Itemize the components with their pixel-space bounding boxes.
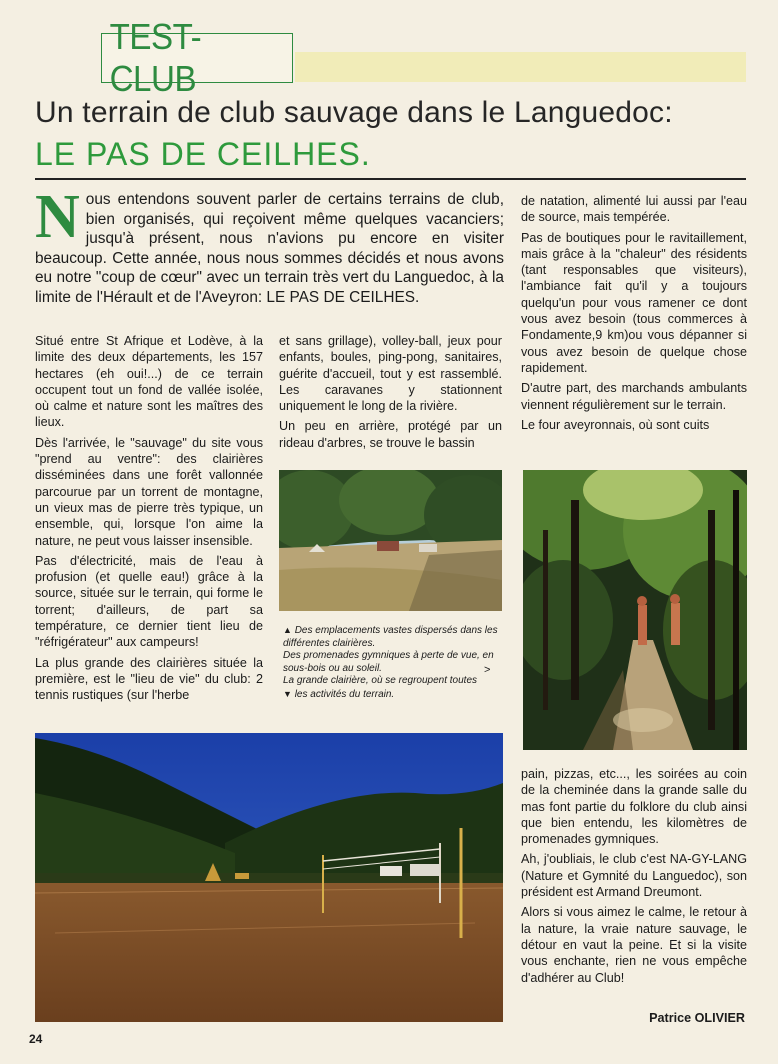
triangle-up-icon: ▲ [283, 625, 292, 635]
photo-main-clearing [35, 733, 503, 1022]
paragraph: Ah, j'oubliais, le club c'est NA-GY-LANG (Nature et Gymnité du Languedoc), son président est Armand Dreumont. [521, 852, 747, 900]
header-rule [35, 178, 746, 180]
column-3-top [521, 193, 747, 437]
caption-line-1: ▲ Des emplacements vastes dispersés dans les différentes clairières. [283, 625, 498, 649]
caption-line-4: ▼ les activités du terrain. [283, 688, 395, 700]
section-tag-label: TEST-CLUB [109, 16, 202, 99]
intro-paragraph [35, 183, 504, 307]
photo-caption [283, 624, 503, 702]
intro-text: ous entendons souvent parler de certains terrains de club, bien organisés, qui reçoivent même quelques vacanciers; jusqu'à présent, nous n'avions pu encore en visiter beaucoup. Cette année, nous nous sommes décidés et nous avons eu notre "coup de cœur" avec un terrain très vert du Languedoc, à la limite de l'Hérault et de l'Aveyron: LE PAS DE CEILHES. [35, 191, 504, 306]
paragraph: et sans grillage), volley-ball, jeux pour enfants, boules, ping-pong, sanitaires, guérite d'accueil, tout y est rassemblé. Les caravanes y stationnent uniquement le long de la rivière. [279, 334, 502, 414]
author-signature: Patrice OLIVIER [649, 1011, 745, 1025]
photo-clearing [279, 470, 502, 611]
headline: Un terrain de club sauvage dans le Languedoc: [35, 96, 673, 129]
caption-line-3: La grande clairière, où se regroupent toutes [283, 675, 478, 687]
arrow-right-icon: > [484, 664, 491, 676]
paragraph: pain, pizzas, etc..., les soirées au coin de la cheminée dans la grande salle du mas font partie du folklore du club ainsi que bien entendu, les kilomètres de promenades gymniques. [521, 767, 747, 847]
paragraph: La plus grande des clairières située la première, est le "lieu de vie" du club: 2 tennis rustiques (sur l'herbe [35, 655, 263, 703]
paragraph: de natation, alimenté lui aussi par l'eau de source, mais tempérée. [521, 194, 747, 225]
paragraph: Dès l'arrivée, le "sauvage" du site vous "prend au ventre": des clairières disséminées dans une forêt vallonnée parcourue par un torrent de montagne, un vieux mas de pierre très typique, un ensemble, qui, lorsque l'on aime la nature, ne peut vous laisser insensible. [35, 435, 263, 548]
paragraph: Le four aveyronnais, où sont cuits [521, 417, 710, 432]
drop-cap: N [35, 183, 80, 251]
column-3-bottom [521, 766, 747, 990]
paragraph: Alors si vous aimez le calme, le retour à la nature, la vraie nature sauvage, le détour en vaut la peine. Et si la visite vous enchante, rien ne vous empêche d'adhérer au Club! [521, 905, 747, 985]
caption-line-2: Des promenades gymniques à perte de vue, en sous-bois ou au soleil. [283, 650, 494, 674]
subheadline: LE PAS DE CEILHES. [35, 136, 371, 172]
paragraph: Un peu en arrière, protégé par un rideau d'arbres, se trouve le bassin [279, 419, 502, 450]
photo-clearing-image [279, 470, 502, 611]
paragraph: Situé entre St Afrique et Lodève, à la limite des deux départements, les 157 hectares (eh oui!...) de ce terrain occupent tout un fond de vallée isolée, où calme et nature sont les maîtres des lieux. [35, 334, 263, 430]
header-band [295, 52, 746, 82]
paragraph: Pas d'électricité, mais de l'eau à profusion (et quelle eau!) grâce à la source, située sur le terrain, qui forme le torrent; d'ailleurs, de part sa température, ce dernier tient lieu de "réfrigérateur" aux campeurs! [35, 553, 263, 650]
triangle-down-icon: ▼ [283, 688, 292, 699]
paragraph: Pas de boutiques pour le ravitaillement, mais grâce à la "chaleur" des résidents (tant responsables que visiteurs), l'ambiance fait qu'il y a toujours quelqu'un pour vous ramener ce dont vous avez besoin (tous commerces à Fondamente,9 km)ou vous dépanner si vous avez besoin de quelque chose rapidement. [521, 230, 747, 375]
photo-main-clearing-image [35, 733, 503, 1022]
photo-forest-path [523, 470, 747, 750]
column-2 [279, 333, 502, 455]
photo-forest-path-image [523, 470, 747, 750]
page-number: 24 [29, 1032, 43, 1046]
section-tag [101, 16, 293, 99]
column-1 [35, 333, 263, 708]
paragraph: D'autre part, des marchands ambulants viennent régulièrement sur le terrain. [521, 381, 747, 412]
